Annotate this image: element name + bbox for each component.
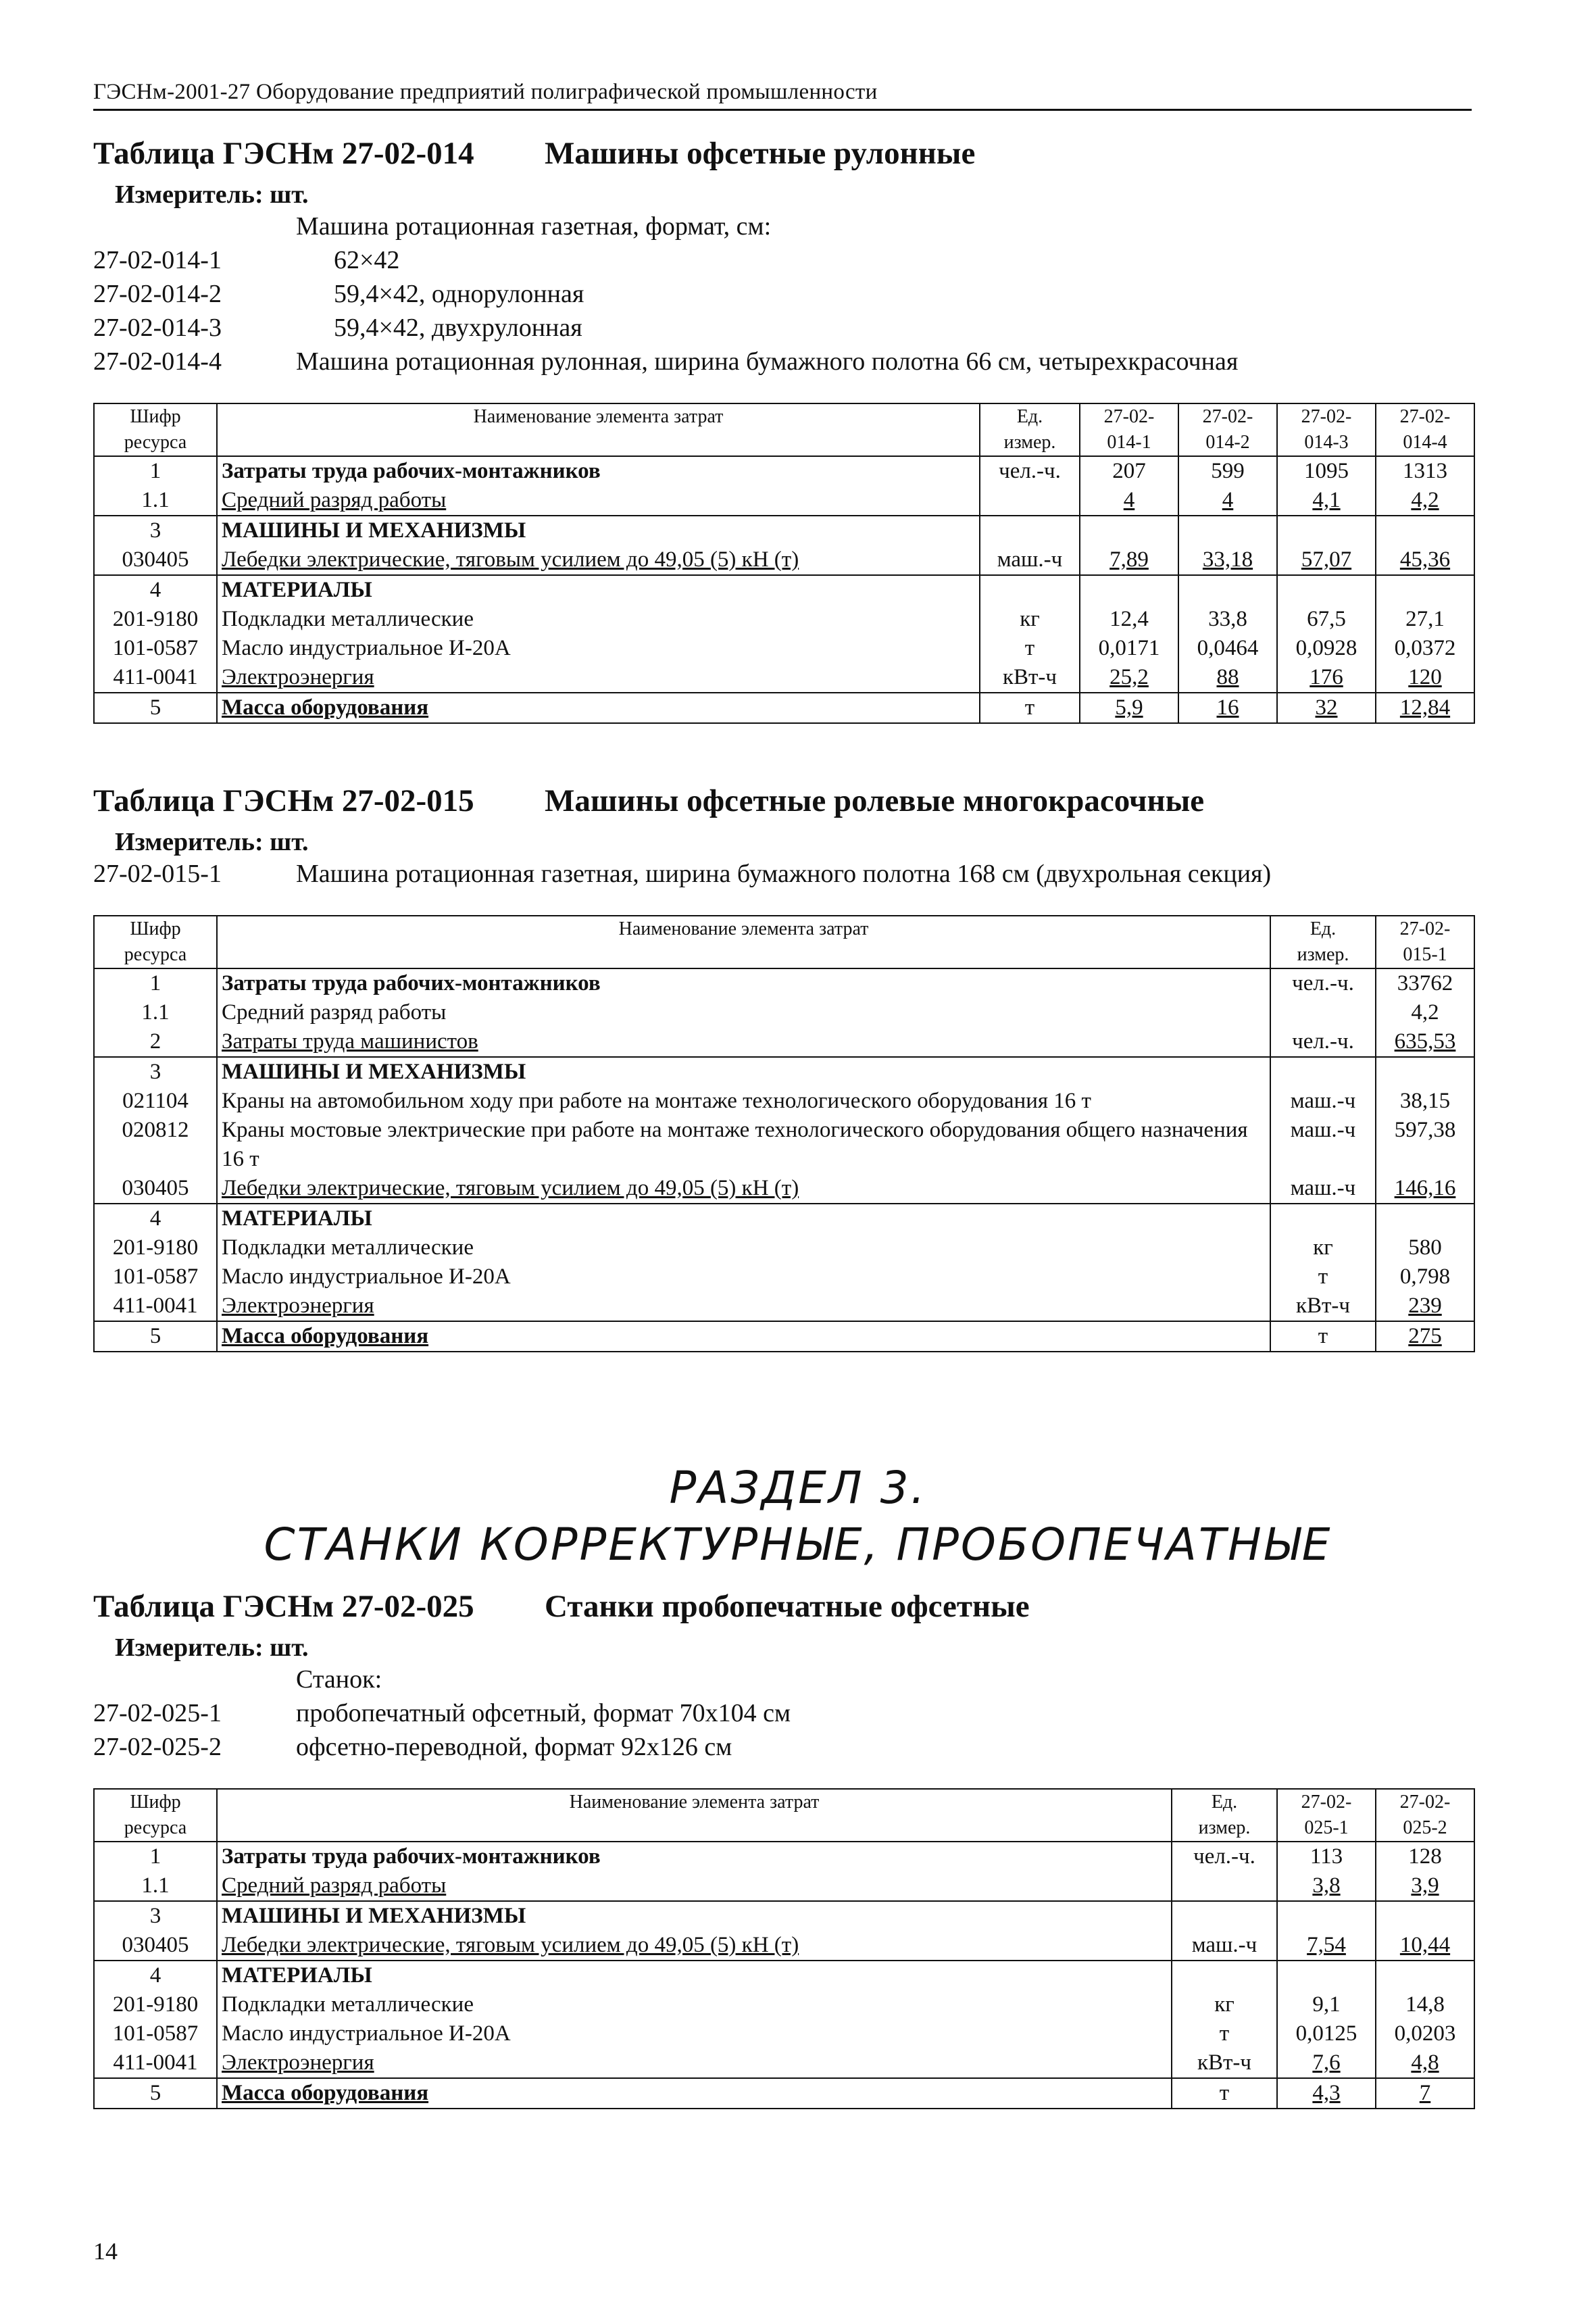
header-line: 014-2 [1205,432,1250,453]
value-cell: 120 [1376,663,1474,693]
table-row [94,545,1474,575]
unit-cell: маш.-ч [1270,1087,1376,1116]
value-cell: 0,0125 [1277,2019,1376,2048]
cost-element-name: МАТЕРИАЛЫ [217,575,980,605]
cost-element-name: Средний разряд работы [217,998,1270,1027]
value-cell: 0,0464 [1178,634,1277,663]
value-cell [1376,575,1474,605]
cost-element-name: Масло индустриальное И-20А [217,2019,1172,2048]
unit-cell: кг [1172,1990,1277,2019]
spec-row [93,345,1475,378]
value-cell [1376,1057,1474,1087]
unit-cell [1172,1871,1277,1901]
spec-code: 27-02-014-2 [93,280,222,308]
value-cell: 0,0372 [1376,634,1474,663]
unit-cell: маш.-ч [1270,1116,1376,1174]
header-norm-code [1080,403,1178,456]
cost-element-name: Масло индустриальное И-20А [217,1262,1270,1291]
header-line: Ед. [1211,1792,1238,1813]
table-header-row [94,916,1474,968]
resource-code: 1.1 [94,486,217,516]
value-cell [1178,575,1277,605]
resource-code: 201-9180 [94,605,217,634]
header-line: 27-02- [1399,406,1451,427]
value-cell: 12,84 [1376,693,1474,723]
header-line: 27-02- [1399,918,1451,939]
value-cell: 4,1 [1277,486,1376,516]
cost-element-name: МАШИНЫ И МЕХАНИЗМЫ [217,516,980,545]
table-row [94,1931,1474,1961]
value-cell: 88 [1178,663,1277,693]
value-cell: 4 [1178,486,1277,516]
cost-element-name: Подкладки металлические [217,605,980,634]
cost-element-name: Электроэнергия [217,1291,1270,1321]
spec-row [93,857,1475,891]
resource-code: 101-0587 [94,1262,217,1291]
table-row [94,1842,1474,1871]
header-line: 27-02- [1301,1792,1352,1813]
header-code [94,403,217,456]
header-norm-code [1277,403,1376,456]
header-name: Наименование элемента затрат [217,403,980,456]
spec-desc: Машина ротационная газетная, формат, см: [296,212,772,241]
spec-desc: офсетно-переводной, формат 92х126 см [296,1733,732,1761]
unit-cell: чел.-ч. [1270,1027,1376,1057]
table-title [93,783,1475,819]
table-row [94,1291,1474,1321]
resource-code: 4 [94,575,217,605]
resource-code: 3 [94,516,217,545]
resource-code: 1.1 [94,1871,217,1901]
value-cell: 57,07 [1277,545,1376,575]
table-row [94,968,1474,998]
value-cell [1080,575,1178,605]
value-cell: 14,8 [1376,1990,1474,2019]
value-cell [1376,1961,1474,1990]
header-unit [980,403,1080,456]
spec-list [93,210,1475,378]
value-cell: 4,3 [1277,2078,1376,2109]
running-header: ГЭСНм-2001-27 Оборудование предприятий полиграфической промышленности [93,80,1472,111]
header-code [94,916,217,968]
cost-element-name: Затраты труда рабочих-монтажников [217,1842,1172,1871]
value-cell [1277,516,1376,545]
unit-cell: т [1270,1321,1376,1352]
unit-cell: чел.-ч. [980,456,1080,486]
unit-cell [980,516,1080,545]
unit-cell: кг [1270,1233,1376,1262]
value-cell: 0,0203 [1376,2019,1474,2048]
value-cell: 599 [1178,456,1277,486]
header-line: 27-02- [1202,406,1253,427]
spec-list [93,1663,1475,1764]
cost-element-name: Масса оборудования [217,693,980,723]
unit-cell: маш.-ч [980,545,1080,575]
meter-label: Измеритель: шт. [115,1633,309,1662]
value-cell: 4,8 [1376,2048,1474,2078]
unit-cell: чел.-ч. [1172,1842,1277,1871]
unit-cell: кВт-ч [980,663,1080,693]
value-cell [1080,516,1178,545]
cost-element-name: Подкладки металлические [217,1990,1172,2019]
header-line: 27-02- [1301,406,1352,427]
header-line: 025-1 [1304,1817,1349,1838]
cost-element-name: Лебедки электрические, тяговым усилием до 49,05 (5) кН (т) [217,1931,1172,1961]
cost-element-name: Средний разряд работы [217,486,980,516]
table-row [94,575,1474,605]
table-row [94,663,1474,693]
spec-list [93,857,1475,891]
value-cell: 32 [1277,693,1376,723]
header-norm-code [1376,1789,1474,1842]
meter-label: Измеритель: шт. [115,828,309,856]
header-line: измер. [1297,944,1349,965]
header-line: Ед. [1016,406,1043,427]
header-line: ресурса [124,432,187,453]
value-cell: 27,1 [1376,605,1474,634]
header-line: измер. [1198,1817,1251,1838]
header-line: 27-02- [1399,1792,1451,1813]
norm-table [93,915,1475,1352]
table-row [94,2048,1474,2078]
cost-element-name: Краны мостовые электрические при работе на монтаже технологического оборудования общего назначения 16 т [217,1116,1270,1174]
norm-table [93,1788,1475,2109]
value-cell: 16 [1178,693,1277,723]
unit-cell: чел.-ч. [1270,968,1376,998]
value-cell: 580 [1376,1233,1474,1262]
cost-element-name: Электроэнергия [217,663,980,693]
value-cell: 67,5 [1277,605,1376,634]
table-row [94,456,1474,486]
table-number: Таблица ГЭСНм 27-02-014 [93,136,474,171]
spec-row [93,311,1475,345]
header-line: ресурса [124,1817,187,1838]
resource-code: 101-0587 [94,2019,217,2048]
spec-code [93,210,296,243]
table-row [94,1961,1474,1990]
resource-code: 1 [94,968,217,998]
table-row [94,1057,1474,1087]
section-number: РАЗДЕЛ 3. [669,1462,927,1514]
header-line: 014-1 [1107,432,1151,453]
header-unit [1270,916,1376,968]
table-row [94,998,1474,1027]
value-cell: 12,4 [1080,605,1178,634]
value-cell: 7,54 [1277,1931,1376,1961]
value-cell: 1313 [1376,456,1474,486]
value-cell: 0,0928 [1277,634,1376,663]
resource-code: 030405 [94,545,217,575]
resource-code: 411-0041 [94,1291,217,1321]
resource-code: 201-9180 [94,1990,217,2019]
unit-cell [1270,1204,1376,1233]
value-cell: 207 [1080,456,1178,486]
resource-code: 020812 [94,1116,217,1174]
table-row [94,634,1474,663]
unit-cell [1270,1057,1376,1087]
value-cell: 4 [1080,486,1178,516]
header-unit [1172,1789,1277,1842]
header-norm-code [1376,916,1474,968]
header-norm-code [1277,1789,1376,1842]
header-line: 014-4 [1403,432,1447,453]
value-cell: 4,2 [1376,486,1474,516]
cost-element-name: Затраты труда рабочих-монтажников [217,968,1270,998]
resource-code: 1.1 [94,998,217,1027]
cost-element-name: Затраты труда машинистов [217,1027,1270,1057]
unit-cell: маш.-ч [1270,1174,1376,1204]
unit-cell: т [1270,1262,1376,1291]
resource-code: 5 [94,693,217,723]
value-cell: 128 [1376,1842,1474,1871]
table-section-27-02-025 [93,1588,1475,2109]
value-cell: 7,89 [1080,545,1178,575]
value-cell: 45,36 [1376,545,1474,575]
cost-element-name: Лебедки электрические, тяговым усилием до 49,05 (5) кН (т) [217,1174,1270,1204]
cost-element-name: Лебедки электрические, тяговым усилием до 49,05 (5) кН (т) [217,545,980,575]
value-cell: 1095 [1277,456,1376,486]
value-cell: 7,6 [1277,2048,1376,2078]
header-line: Шифр [130,1792,181,1813]
resource-code: 4 [94,1961,217,1990]
value-cell: 239 [1376,1291,1474,1321]
section-heading [0,1460,1596,1573]
unit-cell [1172,1901,1277,1931]
table-header-row [94,403,1474,456]
resource-code: 030405 [94,1931,217,1961]
value-cell: 9,1 [1277,1990,1376,2019]
table-row [94,1321,1474,1352]
value-cell: 33,8 [1178,605,1277,634]
value-cell: 5,9 [1080,693,1178,723]
resource-code: 1 [94,1842,217,1871]
header-norm-code [1178,403,1277,456]
cost-element-name: Масло индустриальное И-20А [217,634,980,663]
table-row [94,516,1474,545]
spec-code: 27-02-014-4 [93,347,222,376]
cost-element-name: МАТЕРИАЛЫ [217,1204,1270,1233]
cost-element-name: МАТЕРИАЛЫ [217,1961,1172,1990]
value-cell: 597,38 [1376,1116,1474,1174]
value-cell [1277,1901,1376,1931]
table-name: Станки пробопечатные офсетные [545,1589,1030,1624]
resource-code: 201-9180 [94,1233,217,1262]
cost-element-name: Средний разряд работы [217,1871,1172,1901]
spec-code: 27-02-014-3 [93,314,222,342]
cost-element-name: Масса оборудования [217,1321,1270,1352]
resource-code: 3 [94,1057,217,1087]
value-cell: 3,8 [1277,1871,1376,1901]
table-row [94,1233,1474,1262]
header-line: Ед. [1310,918,1337,939]
cost-element-name: Электроэнергия [217,2048,1172,2078]
value-cell: 113 [1277,1842,1376,1871]
spec-desc: 59,4×42, однорулонная [334,280,584,308]
value-cell: 33762 [1376,968,1474,998]
table-row [94,605,1474,634]
value-cell: 25,2 [1080,663,1178,693]
spec-desc: Станок: [296,1665,382,1694]
unit-cell [1172,1961,1277,1990]
cost-element-name: Масса оборудования [217,2078,1172,2109]
resource-code: 4 [94,1204,217,1233]
table-row [94,1174,1474,1204]
table-section-27-02-014 [93,135,1475,724]
spec-desc: Машина ротационная газетная, ширина бумажного полотна 168 см (двухрольная секция) [296,860,1272,888]
value-cell [1277,1961,1376,1990]
unit-cell: кВт-ч [1270,1291,1376,1321]
unit-cell [980,575,1080,605]
table-row [94,1871,1474,1901]
value-cell: 38,15 [1376,1087,1474,1116]
value-cell: 33,18 [1178,545,1277,575]
value-cell: 0,798 [1376,1262,1474,1291]
page-number: 14 [93,2238,118,2265]
value-cell: 176 [1277,663,1376,693]
norm-table [93,403,1475,724]
header-line: 014-3 [1304,432,1349,453]
spec-desc: 62×42 [334,246,400,274]
table-row [94,1027,1474,1057]
unit-cell [1270,998,1376,1027]
unit-cell: кВт-ч [1172,2048,1277,2078]
table-title [93,1588,1475,1625]
spec-row [93,210,1475,243]
spec-row [93,1730,1475,1764]
resource-code: 101-0587 [94,634,217,663]
resource-code: 2 [94,1027,217,1057]
table-name: Машины офсетные рулонные [545,136,976,171]
section-title: СТАНКИ КОРРЕКТУРНЫЕ, ПРОБОПЕЧАТНЫЕ [264,1519,1332,1571]
resource-code: 411-0041 [94,2048,217,2078]
header-line: 025-2 [1403,1817,1447,1838]
table-row [94,1990,1474,2019]
header-name: Наименование элемента затрат [217,916,1270,968]
resource-code: 021104 [94,1087,217,1116]
resource-code: 5 [94,1321,217,1352]
cost-element-name: МАШИНЫ И МЕХАНИЗМЫ [217,1057,1270,1087]
table-row [94,1116,1474,1174]
meter-label: Измеритель: шт. [115,180,309,209]
value-cell [1178,516,1277,545]
table-name: Машины офсетные ролевые многокрасочные [545,783,1205,818]
spec-code: 27-02-014-1 [93,246,222,274]
spec-row [93,1663,1475,1696]
spec-desc: 59,4×42, двухрулонная [334,314,582,342]
header-name: Наименование элемента затрат [217,1789,1172,1842]
value-cell [1376,1204,1474,1233]
table-row [94,2019,1474,2048]
table-number: Таблица ГЭСНм 27-02-025 [93,1589,474,1624]
resource-code: 5 [94,2078,217,2109]
spec-code: 27-02-025-1 [93,1699,222,1727]
header-line: ресурса [124,944,187,965]
spec-code [93,1663,296,1696]
spec-row [93,1696,1475,1730]
value-cell: 7 [1376,2078,1474,2109]
unit-cell: т [980,693,1080,723]
cost-element-name: Затраты труда рабочих-монтажников [217,456,980,486]
table-number: Таблица ГЭСНм 27-02-015 [93,783,474,818]
table-title [93,135,1475,172]
table-row [94,1087,1474,1116]
spec-row [93,277,1475,311]
value-cell: 10,44 [1376,1931,1474,1961]
table-header-row [94,1789,1474,1842]
spec-code: 27-02-025-2 [93,1733,222,1761]
table-section-27-02-015 [93,783,1475,1352]
value-cell: 4,2 [1376,998,1474,1027]
spec-desc: Машина ротационная рулонная, ширина бумажного полотна 66 см, четырехкрасочная [296,347,1239,376]
header-line: 27-02- [1103,406,1155,427]
resource-code: 411-0041 [94,663,217,693]
table-row [94,2078,1474,2109]
header-line: 015-1 [1403,944,1447,965]
unit-cell: т [980,634,1080,663]
value-cell: 0,0171 [1080,634,1178,663]
value-cell: 635,53 [1376,1027,1474,1057]
table-row [94,486,1474,516]
resource-code: 3 [94,1901,217,1931]
table-row [94,693,1474,723]
unit-cell: маш.-ч [1172,1931,1277,1961]
spec-row [93,243,1475,277]
value-cell: 3,9 [1376,1871,1474,1901]
table-row [94,1901,1474,1931]
cost-element-name: Подкладки металлические [217,1233,1270,1262]
unit-cell [980,486,1080,516]
spec-desc: пробопечатный офсетный, формат 70х104 см [296,1699,791,1727]
value-cell [1277,575,1376,605]
value-cell: 146,16 [1376,1174,1474,1204]
table-row [94,1262,1474,1291]
unit-cell: т [1172,2019,1277,2048]
unit-cell: кг [980,605,1080,634]
spec-code: 27-02-015-1 [93,860,222,888]
unit-cell: т [1172,2078,1277,2109]
cost-element-name: Краны на автомобильном ходу при работе на монтаже технологического оборудования 16 т [217,1087,1270,1116]
value-cell [1376,516,1474,545]
header-norm-code [1376,403,1474,456]
header-code [94,1789,217,1842]
resource-code: 030405 [94,1174,217,1204]
resource-code: 1 [94,456,217,486]
table-row [94,1204,1474,1233]
value-cell: 275 [1376,1321,1474,1352]
value-cell [1376,1901,1474,1931]
header-line: Шифр [130,406,181,427]
header-line: измер. [1003,432,1056,453]
header-line: Шифр [130,918,181,939]
cost-element-name: МАШИНЫ И МЕХАНИЗМЫ [217,1901,1172,1931]
